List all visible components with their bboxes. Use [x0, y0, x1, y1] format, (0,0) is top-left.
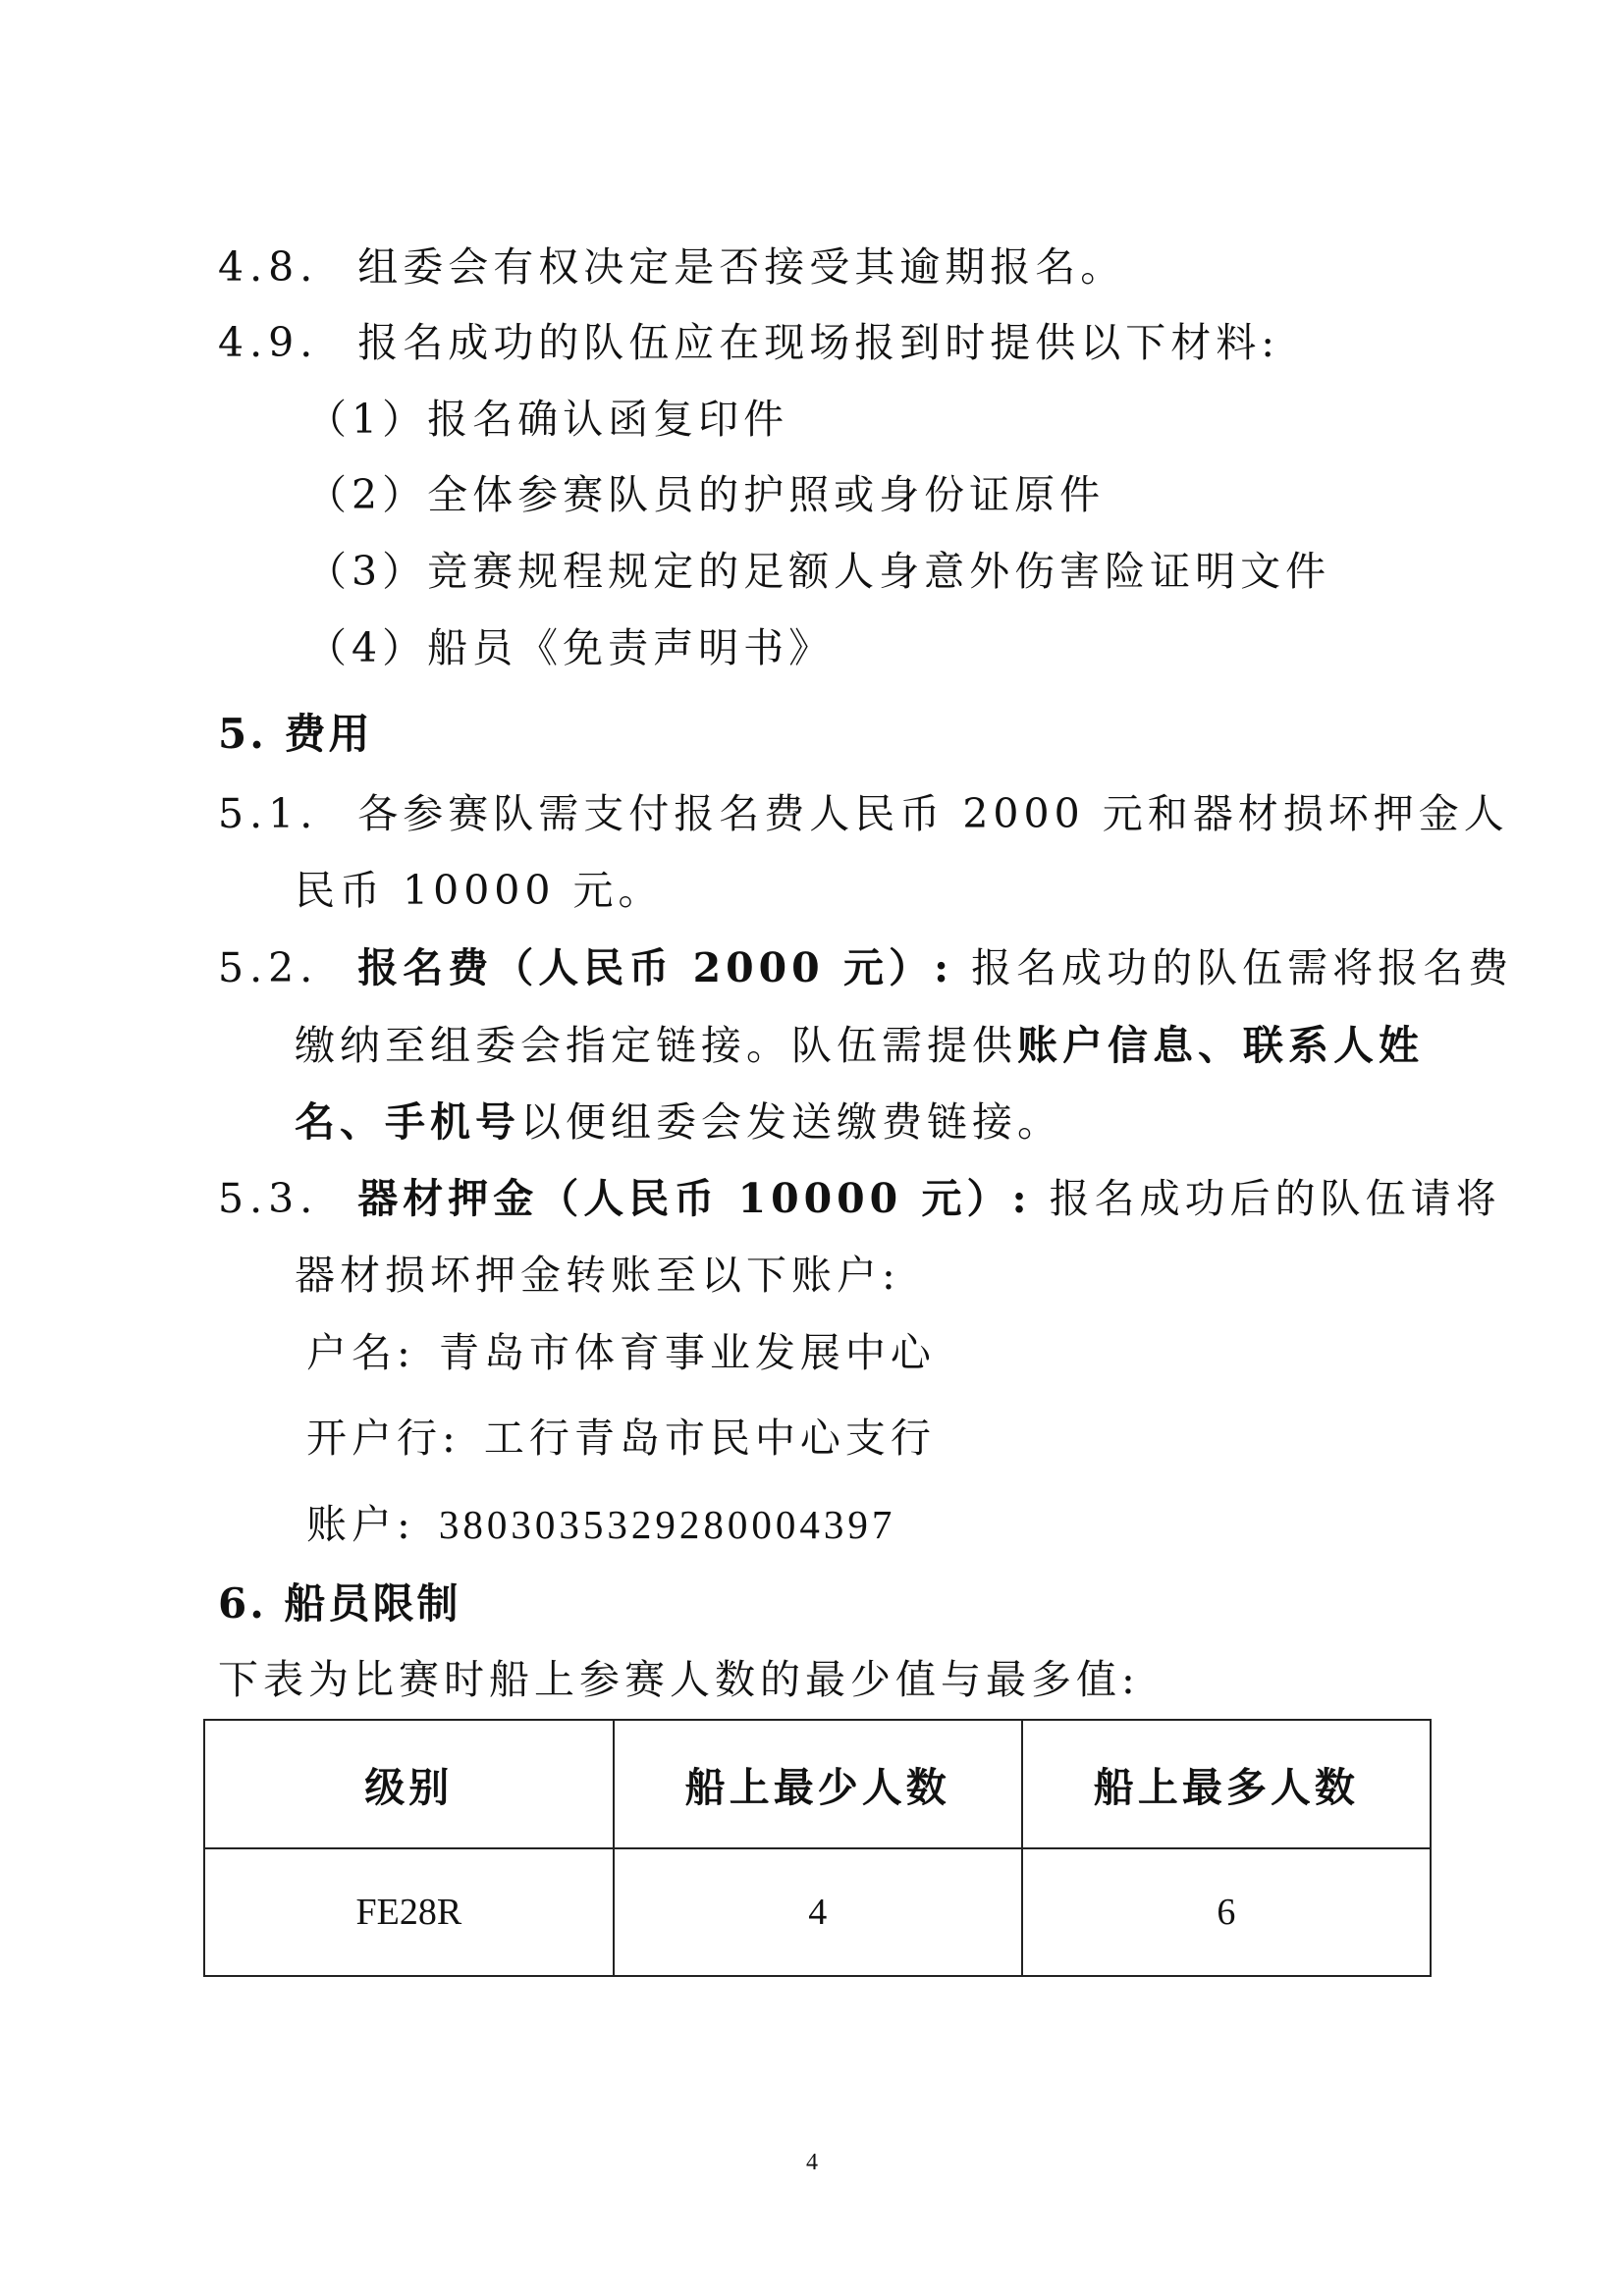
table-row — [204, 1848, 1431, 1976]
item-number: 4.9. — [218, 319, 319, 366]
item-5-1-continuation: 民币 10000 元。 — [295, 867, 664, 914]
item-number: 5.3. — [218, 1175, 319, 1222]
item-5-1 — [218, 789, 1509, 838]
account-bank-label: 开户行: — [306, 1415, 460, 1462]
item-text: 报名成功的队伍需将报名费 — [971, 944, 1514, 991]
material-item-4: （4）船员《免责声明书》 — [306, 624, 835, 671]
required-info-emphasis: 账户信息、联系人姓 — [1017, 1022, 1424, 1069]
section-heading-fees: 5. 费用 — [218, 710, 373, 758]
section-heading-crew-limits: 6. 船员限制 — [218, 1579, 461, 1628]
account-bank-row — [306, 1414, 936, 1463]
column-header-class: 级别 — [204, 1720, 614, 1848]
item-text: 以便组委会发送缴费链接。 — [520, 1098, 1062, 1146]
account-number-value: 3803035329280004397 — [438, 1502, 896, 1547]
column-header-min-crew: 船上最少人数 — [614, 1720, 1022, 1848]
item-4-9 — [218, 318, 1279, 367]
account-bank-value: 工行青岛市民中心支行 — [483, 1415, 936, 1462]
item-5-2-line-3 — [295, 1097, 1062, 1147]
cell-class: FE28R — [204, 1848, 614, 1976]
item-text: 报名成功后的队伍请将 — [1049, 1175, 1501, 1222]
material-item-1: （1）报名确认函复印件 — [306, 396, 789, 443]
item-text: 缴纳至组委会指定链接。队伍需提供 — [295, 1022, 1017, 1069]
table-header-row — [204, 1720, 1431, 1848]
account-name-row — [306, 1328, 936, 1377]
item-4-8 — [218, 242, 1125, 292]
item-text: 组委会有权决定是否接受其逾期报名。 — [357, 243, 1126, 291]
item-number: 5.1. — [218, 790, 319, 837]
material-item-3: （3）竞赛规程规定的足额人身意外伤害险证明文件 — [306, 548, 1331, 595]
column-header-max-crew: 船上最多人数 — [1022, 1720, 1431, 1848]
material-item-2: （2）全体参赛队员的护照或身份证原件 — [306, 471, 1106, 518]
required-info-emphasis-cont: 名、手机号 — [295, 1098, 520, 1146]
item-text: 各参赛队需支付报名费人民币 2000 元和器材损坏押金人 — [357, 790, 1509, 837]
crew-limits-table — [203, 1719, 1432, 1977]
page-number: 4 — [806, 2150, 818, 2175]
account-name-value: 青岛市体育事业发展中心 — [438, 1329, 936, 1376]
registration-fee-label: 报名费（人民币 2000 元）: — [357, 944, 954, 991]
cell-max-crew: 6 — [1022, 1848, 1431, 1976]
item-number: 4.8. — [218, 243, 319, 291]
item-number: 5.2. — [218, 944, 319, 991]
cell-min-crew: 4 — [614, 1848, 1022, 1976]
deposit-label: 器材押金（人民币 10000 元）: — [357, 1175, 1032, 1222]
item-text: 报名成功的队伍应在现场报到时提供以下材料: — [357, 319, 1280, 366]
account-number-row — [306, 1500, 895, 1549]
item-5-3 — [218, 1174, 1501, 1223]
item-5-2-line-2 — [295, 1021, 1424, 1070]
crew-limits-intro: 下表为比赛时船上参赛人数的最少值与最多值: — [218, 1656, 1140, 1703]
account-number-label: 账户: — [306, 1501, 415, 1548]
item-5-2 — [218, 943, 1513, 992]
item-5-3-continuation: 器材损坏押金转账至以下账户: — [295, 1252, 900, 1299]
account-name-label: 户名: — [306, 1329, 415, 1376]
